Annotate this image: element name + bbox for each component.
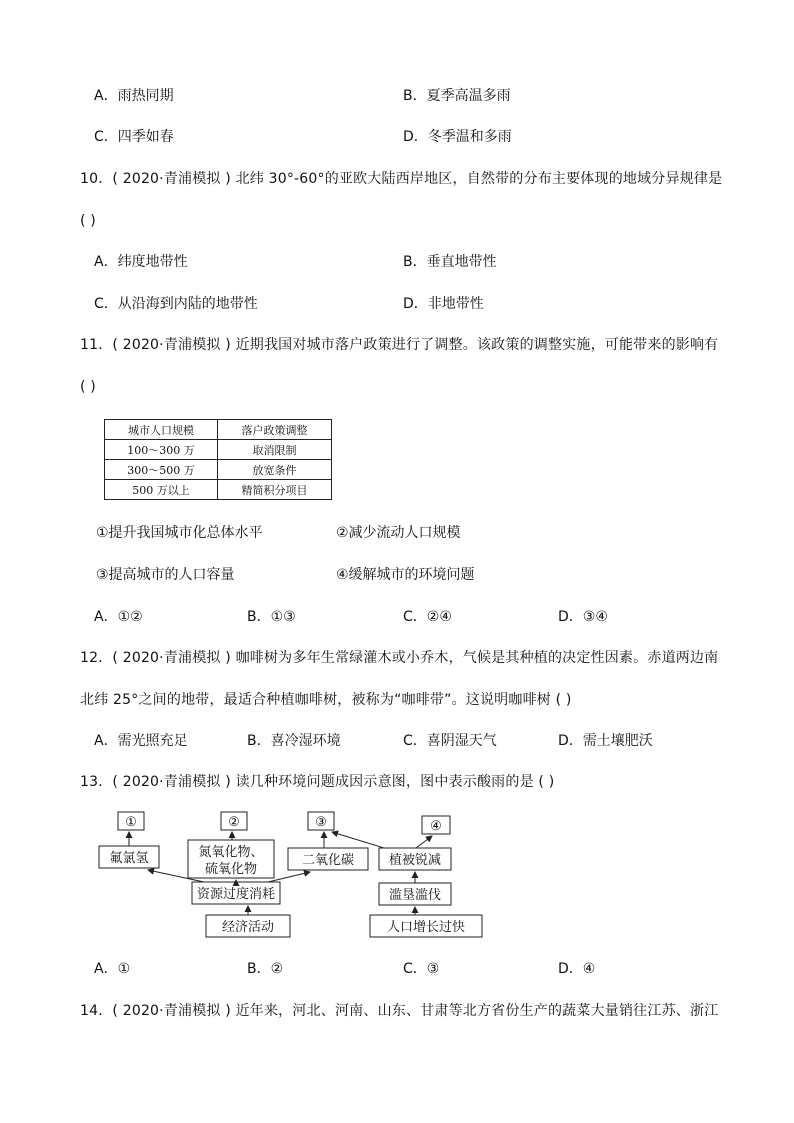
q13-option-d[interactable]: D．④ [558,961,596,977]
table-header-cell: 城市人口规模 [105,420,218,440]
q11-option-c[interactable]: C．②④ [403,609,452,625]
node-label-2: ② [228,815,240,830]
environment-cause-diagram [96,808,496,942]
q11-option-b[interactable]: B．①③ [247,609,296,625]
node-label-4: ④ [430,819,442,834]
q12-stem-line1: 12．( 2020·青浦模拟 ) 咖啡树为多年生常绿灌木或小乔木，气候是其种植的决定性因素。赤道两边南 [80,650,719,666]
q14-stem: 14．( 2020·青浦模拟 ) 近年来，河北、河南、山东、甘肃等北方省份生产的蔬菜大量销往江苏、浙江 [80,1003,719,1019]
node-label-veg: 植被锐减 [388,853,442,868]
table-row [105,460,332,480]
q12-option-b[interactable]: B．喜冷湿环境 [247,733,341,749]
policy-table [104,419,332,500]
q10-option-a[interactable]: A．纬度地带性 [94,254,188,270]
q11-option-a[interactable]: A．①② [94,609,143,625]
table-row [105,480,332,500]
table-cell: 取消限制 [218,440,332,460]
arrow-veg-to-3 [332,832,384,848]
q9-option-a[interactable]: A．雨热同期 [94,88,174,104]
q10-option-d[interactable]: D．非地带性 [403,296,484,312]
q11-answer-blank: ( ) [80,379,96,395]
q12-option-d[interactable]: D．需土壤肥沃 [558,733,653,749]
node-label-land: 滥垦滥伐 [388,888,442,903]
q9-option-c[interactable]: C．四季如春 [94,129,174,145]
node-label-fu: 氟氯氢 [109,851,149,866]
node-label-co2: 二氧化碳 [301,853,355,868]
table-cell: 放宽条件 [218,460,332,480]
node-label-danyang-1: 氮氧化物、 [198,845,264,860]
q13-stem: 13．( 2020·青浦模拟 ) 读几种环境问题成因示意图，图中表示酸雨的是 ( ) [80,774,555,790]
node-label-res: 资源过度消耗 [196,887,276,902]
q9-option-b[interactable]: B．夏季高温多雨 [403,88,511,104]
q10-answer-blank: ( ) [80,213,96,229]
q12-option-a[interactable]: A．需光照充足 [94,733,188,749]
q13-option-b[interactable]: B．② [247,961,284,977]
table-header-cell: 落户政策调整 [218,420,332,440]
q11-statement-4: ④缓解城市的环境问题 [336,567,475,583]
q11-statement-2: ②减少流动人口规模 [336,525,461,541]
table-cell: 100～300 万 [105,440,218,460]
node-label-3: ③ [315,815,327,830]
arrow-veg-to-4 [416,836,432,848]
q10-stem: 10．( 2020·青浦模拟 ) 北纬 30°-60°的亚欧大陆西岸地区，自然带的分布主要体现的地域分异规律是 [80,171,723,187]
node-label-pop: 人口增长过快 [386,920,466,935]
q12-stem-line2: 北纬 25°之间的地带，最适合种植咖啡树，被称为“咖啡带”。这说明咖啡树 ( ) [80,692,572,708]
q13-option-a[interactable]: A．① [94,961,131,977]
table-row [105,440,332,460]
arrow-res-to-fu [148,870,204,882]
q10-option-b[interactable]: B．垂直地带性 [403,254,497,270]
node-label-danyang-2: 硫氧化物 [204,862,258,877]
table-cell: 500 万以上 [105,480,218,500]
q11-statement-1: ①提升我国城市化总体水平 [96,525,263,541]
q9-option-d[interactable]: D．冬季温和多雨 [403,129,512,145]
table-header-row [105,420,332,440]
q10-option-c[interactable]: C．从沿海到内陆的地带性 [94,296,258,312]
q13-option-c[interactable]: C．③ [403,961,440,977]
table-cell: 精简积分项目 [218,480,332,500]
q11-option-d[interactable]: D．③④ [558,609,608,625]
node-label-1: ① [125,815,137,830]
q11-stem: 11．( 2020·青浦模拟 ) 近期我国对城市落户政策进行了调整。该政策的调整实施，可能带来的影响有 [80,337,719,353]
node-label-econ: 经济活动 [221,920,275,935]
q12-option-c[interactable]: C．喜阴湿天气 [403,733,497,749]
table-cell: 300～500 万 [105,460,218,480]
q11-statement-3: ③提高城市的人口容量 [96,567,235,583]
